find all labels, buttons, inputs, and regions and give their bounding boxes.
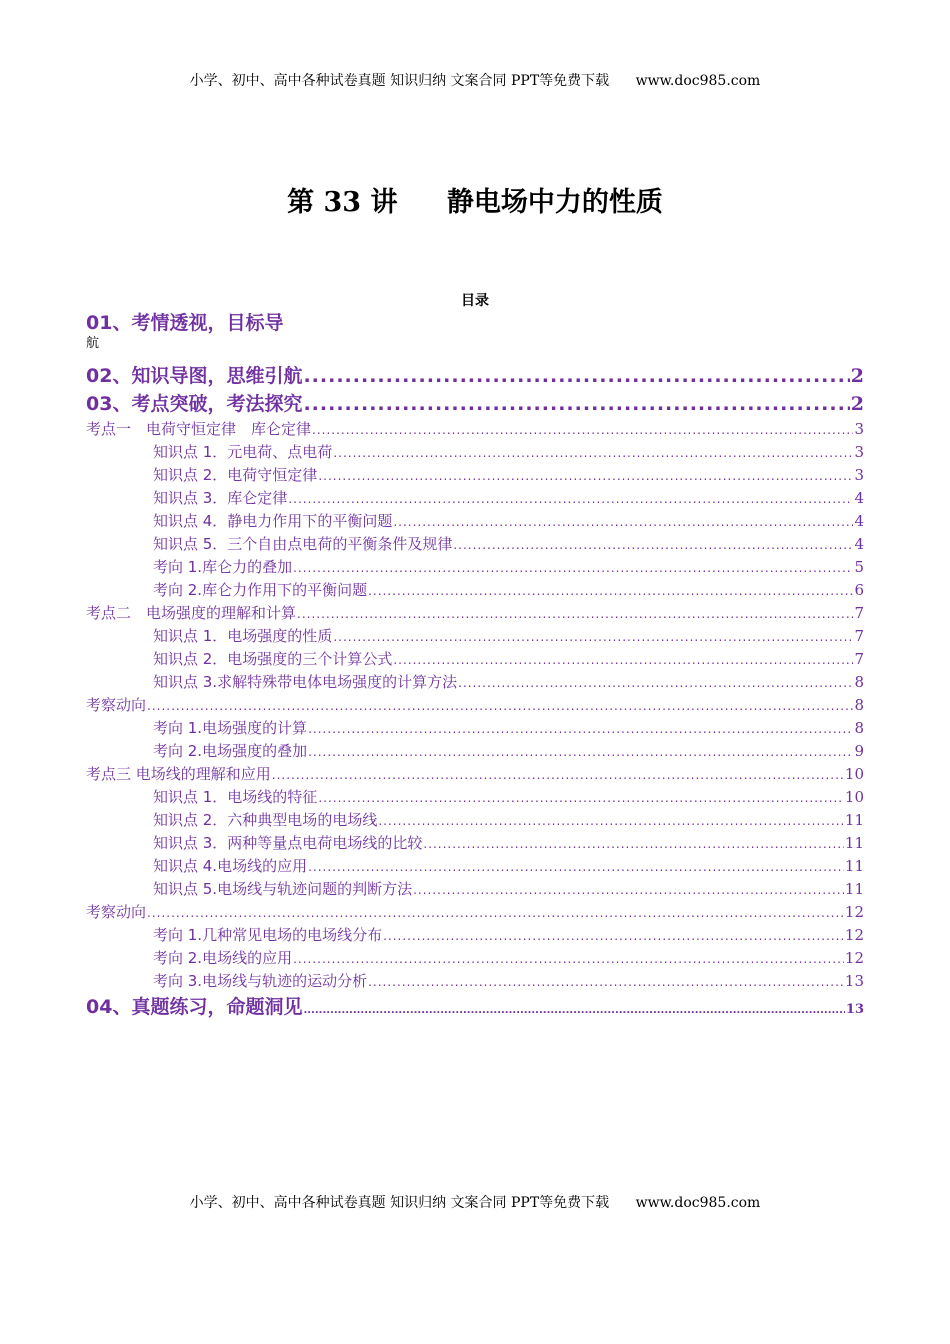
leader-dots (393, 511, 853, 534)
leader-dots (312, 419, 853, 442)
toc-entry-label: 考向 2.电场强度的叠加 (153, 742, 308, 760)
toc-entry-label: 知识点 1．元电荷、点电荷 (153, 443, 333, 461)
footer-text: 小学、初中、高中各种试卷真题 知识归纳 文案合同 PPT等免费下载 (189, 1195, 610, 1211)
toc-entry-kaodian-1[interactable] (86, 418, 864, 441)
leader-dots (378, 810, 844, 833)
toc-page-number: 9 (854, 742, 864, 760)
toc-entry-03[interactable] (86, 390, 864, 418)
toc-page-number: 7 (854, 604, 864, 622)
toc-entry-label: 01、考情透视，目标导 (86, 312, 284, 334)
leader-dots (308, 856, 844, 879)
lecture-number: 第 33 讲 (287, 187, 398, 218)
toc-entry-trend[interactable] (86, 694, 864, 717)
toc-page-number: 12 (844, 926, 864, 944)
toc-page-number: 4 (854, 489, 864, 507)
header-site[interactable]: www.doc985.com (635, 73, 761, 89)
page-title (0, 180, 950, 219)
toc-entry-label: 考察动向 (86, 903, 147, 921)
toc-entry-label: 考向 1.电场强度的计算 (153, 719, 308, 737)
toc-entry-label: 考点二 电场强度的理解和计算 (86, 604, 297, 622)
toc-page-number: 3 (854, 443, 864, 461)
leader-dots (453, 534, 853, 557)
toc-entry-label: 知识点 1．电场线的特征 (153, 788, 318, 806)
leader-dots (458, 672, 853, 695)
toc-page-number: 8 (854, 696, 864, 714)
toc-entry-label: 知识点 2．电荷守恒定律 (153, 466, 318, 484)
leader-dots (293, 948, 844, 971)
leader-dots (308, 718, 853, 741)
toc-entry-label: 知识点 5．三个自由点电荷的平衡条件及规律 (153, 535, 453, 553)
leader-dots (293, 557, 853, 580)
leader-dots (333, 442, 853, 465)
toc-page-number: 7 (854, 650, 864, 668)
toc-entry-label: 知识点 4．静电力作用下的平衡问题 (153, 512, 393, 530)
toc-entry-label: 考向 1.几种常见电场的电场线分布 (153, 926, 383, 944)
toc-page-number: 10 (844, 788, 864, 806)
leader-dots (303, 997, 844, 1025)
toc-page-number: 8 (854, 719, 864, 737)
toc-heading: 目录 (461, 293, 489, 309)
leader-dots (147, 695, 853, 718)
toc-entry-direction[interactable] (86, 740, 864, 763)
lecture-topic: 静电场中力的性质 (446, 187, 663, 218)
toc-entry-label: 03、考点突破，考法探究 (86, 393, 303, 415)
toc-entry-label: 知识点 1．电场强度的性质 (153, 627, 333, 645)
toc-entry-knowledge[interactable] (86, 533, 864, 556)
leader-dots (413, 879, 844, 902)
toc-page-number: 11 (844, 857, 864, 875)
toc-page-number: 13 (844, 972, 864, 990)
leader-dots (303, 362, 849, 390)
toc-entry-knowledge[interactable] (86, 671, 864, 694)
toc-entry-knowledge[interactable] (86, 878, 864, 901)
leader-dots (318, 465, 853, 488)
toc-page-number: 4 (854, 535, 864, 553)
toc-entry-direction[interactable] (86, 556, 864, 579)
toc-entry-knowledge[interactable] (86, 809, 864, 832)
toc-entry-direction[interactable] (86, 970, 864, 993)
toc-entry-02[interactable] (86, 362, 864, 390)
toc-entry-knowledge[interactable] (86, 786, 864, 809)
toc-entry-label: 知识点 3．两种等量点电荷电场线的比较 (153, 834, 423, 852)
toc-entry-04[interactable] (86, 993, 864, 1021)
toc-entry-direction[interactable] (86, 924, 864, 947)
leader-dots (303, 390, 849, 418)
toc-page-number: 11 (844, 880, 864, 898)
toc-entry-label: 考向 2.库仑力作用下的平衡问题 (153, 581, 368, 599)
leader-dots (272, 764, 844, 787)
toc-page-number: 2 (850, 393, 864, 415)
footer-site[interactable]: www.doc985.com (635, 1195, 761, 1211)
toc-page-number: 12 (844, 903, 864, 921)
toc-entry-label: 考向 2.电场线的应用 (153, 949, 293, 967)
toc-entry-knowledge[interactable] (86, 625, 864, 648)
toc-page-number: 5 (854, 558, 864, 576)
toc-entry-label: 04、真题练习，命题洞见 (86, 996, 303, 1018)
toc-page-number: 3 (854, 420, 864, 438)
leader-dots (318, 787, 844, 810)
toc-entry-trend[interactable] (86, 901, 864, 924)
toc-page-number: 11 (844, 811, 864, 829)
toc-entry-01[interactable] (86, 310, 864, 362)
header-text: 小学、初中、高中各种试卷真题 知识归纳 文案合同 PPT等免费下载 (189, 73, 610, 89)
toc-entry-knowledge[interactable] (86, 832, 864, 855)
leader-dots (423, 833, 844, 856)
leader-dots (308, 741, 853, 764)
toc-page-number: 8 (854, 673, 864, 691)
toc-entry-label: 知识点 2．六种典型电场的电场线 (153, 811, 378, 829)
page-footer (0, 1192, 950, 1212)
toc-entry-knowledge[interactable] (86, 441, 864, 464)
toc-entry-label: 知识点 5.电场线与轨迹问题的判断方法 (153, 880, 413, 898)
toc-entry-knowledge[interactable] (86, 510, 864, 533)
toc-entry-knowledge[interactable] (86, 855, 864, 878)
toc-entry-label: 知识点 3.求解特殊带电体电场强度的计算方法 (153, 673, 458, 691)
toc-entry-knowledge[interactable] (86, 648, 864, 671)
toc-page-number: 6 (854, 581, 864, 599)
toc-entry-label: 考向 3.电场线与轨迹的运动分析 (153, 972, 368, 990)
toc-entry-label: 考点一 电荷守恒定律 库仑定律 (86, 420, 312, 438)
toc-page-number: 11 (844, 834, 864, 852)
leader-dots (368, 580, 853, 603)
toc-entry-label: 02、知识导图，思维引航 (86, 365, 303, 387)
toc-entry-label: 知识点 4.电场线的应用 (153, 857, 308, 875)
leader-dots (383, 925, 844, 948)
toc-entry-kaodian-3[interactable] (86, 763, 864, 786)
toc-entry-label: 考察动向 (86, 696, 147, 714)
toc-entry-kaodian-2[interactable] (86, 602, 864, 625)
toc-page-number: 4 (854, 512, 864, 530)
toc-entry-direction[interactable] (86, 579, 864, 602)
toc-page-number: 7 (854, 627, 864, 645)
toc-entry-direction[interactable] (86, 717, 864, 740)
toc-entry-knowledge[interactable] (86, 464, 864, 487)
toc-entry-direction[interactable] (86, 947, 864, 970)
toc-entry-label: 考点三 电场线的理解和应用 (86, 765, 271, 783)
leader-dots (368, 971, 844, 994)
leader-dots (288, 488, 853, 511)
leader-dots (333, 626, 853, 649)
toc-page-number: 10 (844, 765, 864, 783)
toc-entry-label: 知识点 3．库仑定律 (153, 489, 288, 507)
leader-dots (297, 603, 853, 626)
table-of-contents (86, 310, 864, 1021)
toc-page-number: 2 (850, 365, 864, 387)
toc-entry-wrap: 航 (86, 336, 100, 351)
toc-entry-knowledge[interactable] (86, 487, 864, 510)
leader-dots (147, 902, 844, 925)
page-header (0, 70, 950, 90)
toc-entry-label: 考向 1.库仑力的叠加 (153, 558, 293, 576)
toc-entry-label: 知识点 2．电场强度的三个计算公式 (153, 650, 393, 668)
leader-dots (393, 649, 853, 672)
toc-page-number: 13 (845, 1002, 864, 1017)
toc-page-number: 3 (854, 466, 864, 484)
toc-page-number: 12 (844, 949, 864, 967)
